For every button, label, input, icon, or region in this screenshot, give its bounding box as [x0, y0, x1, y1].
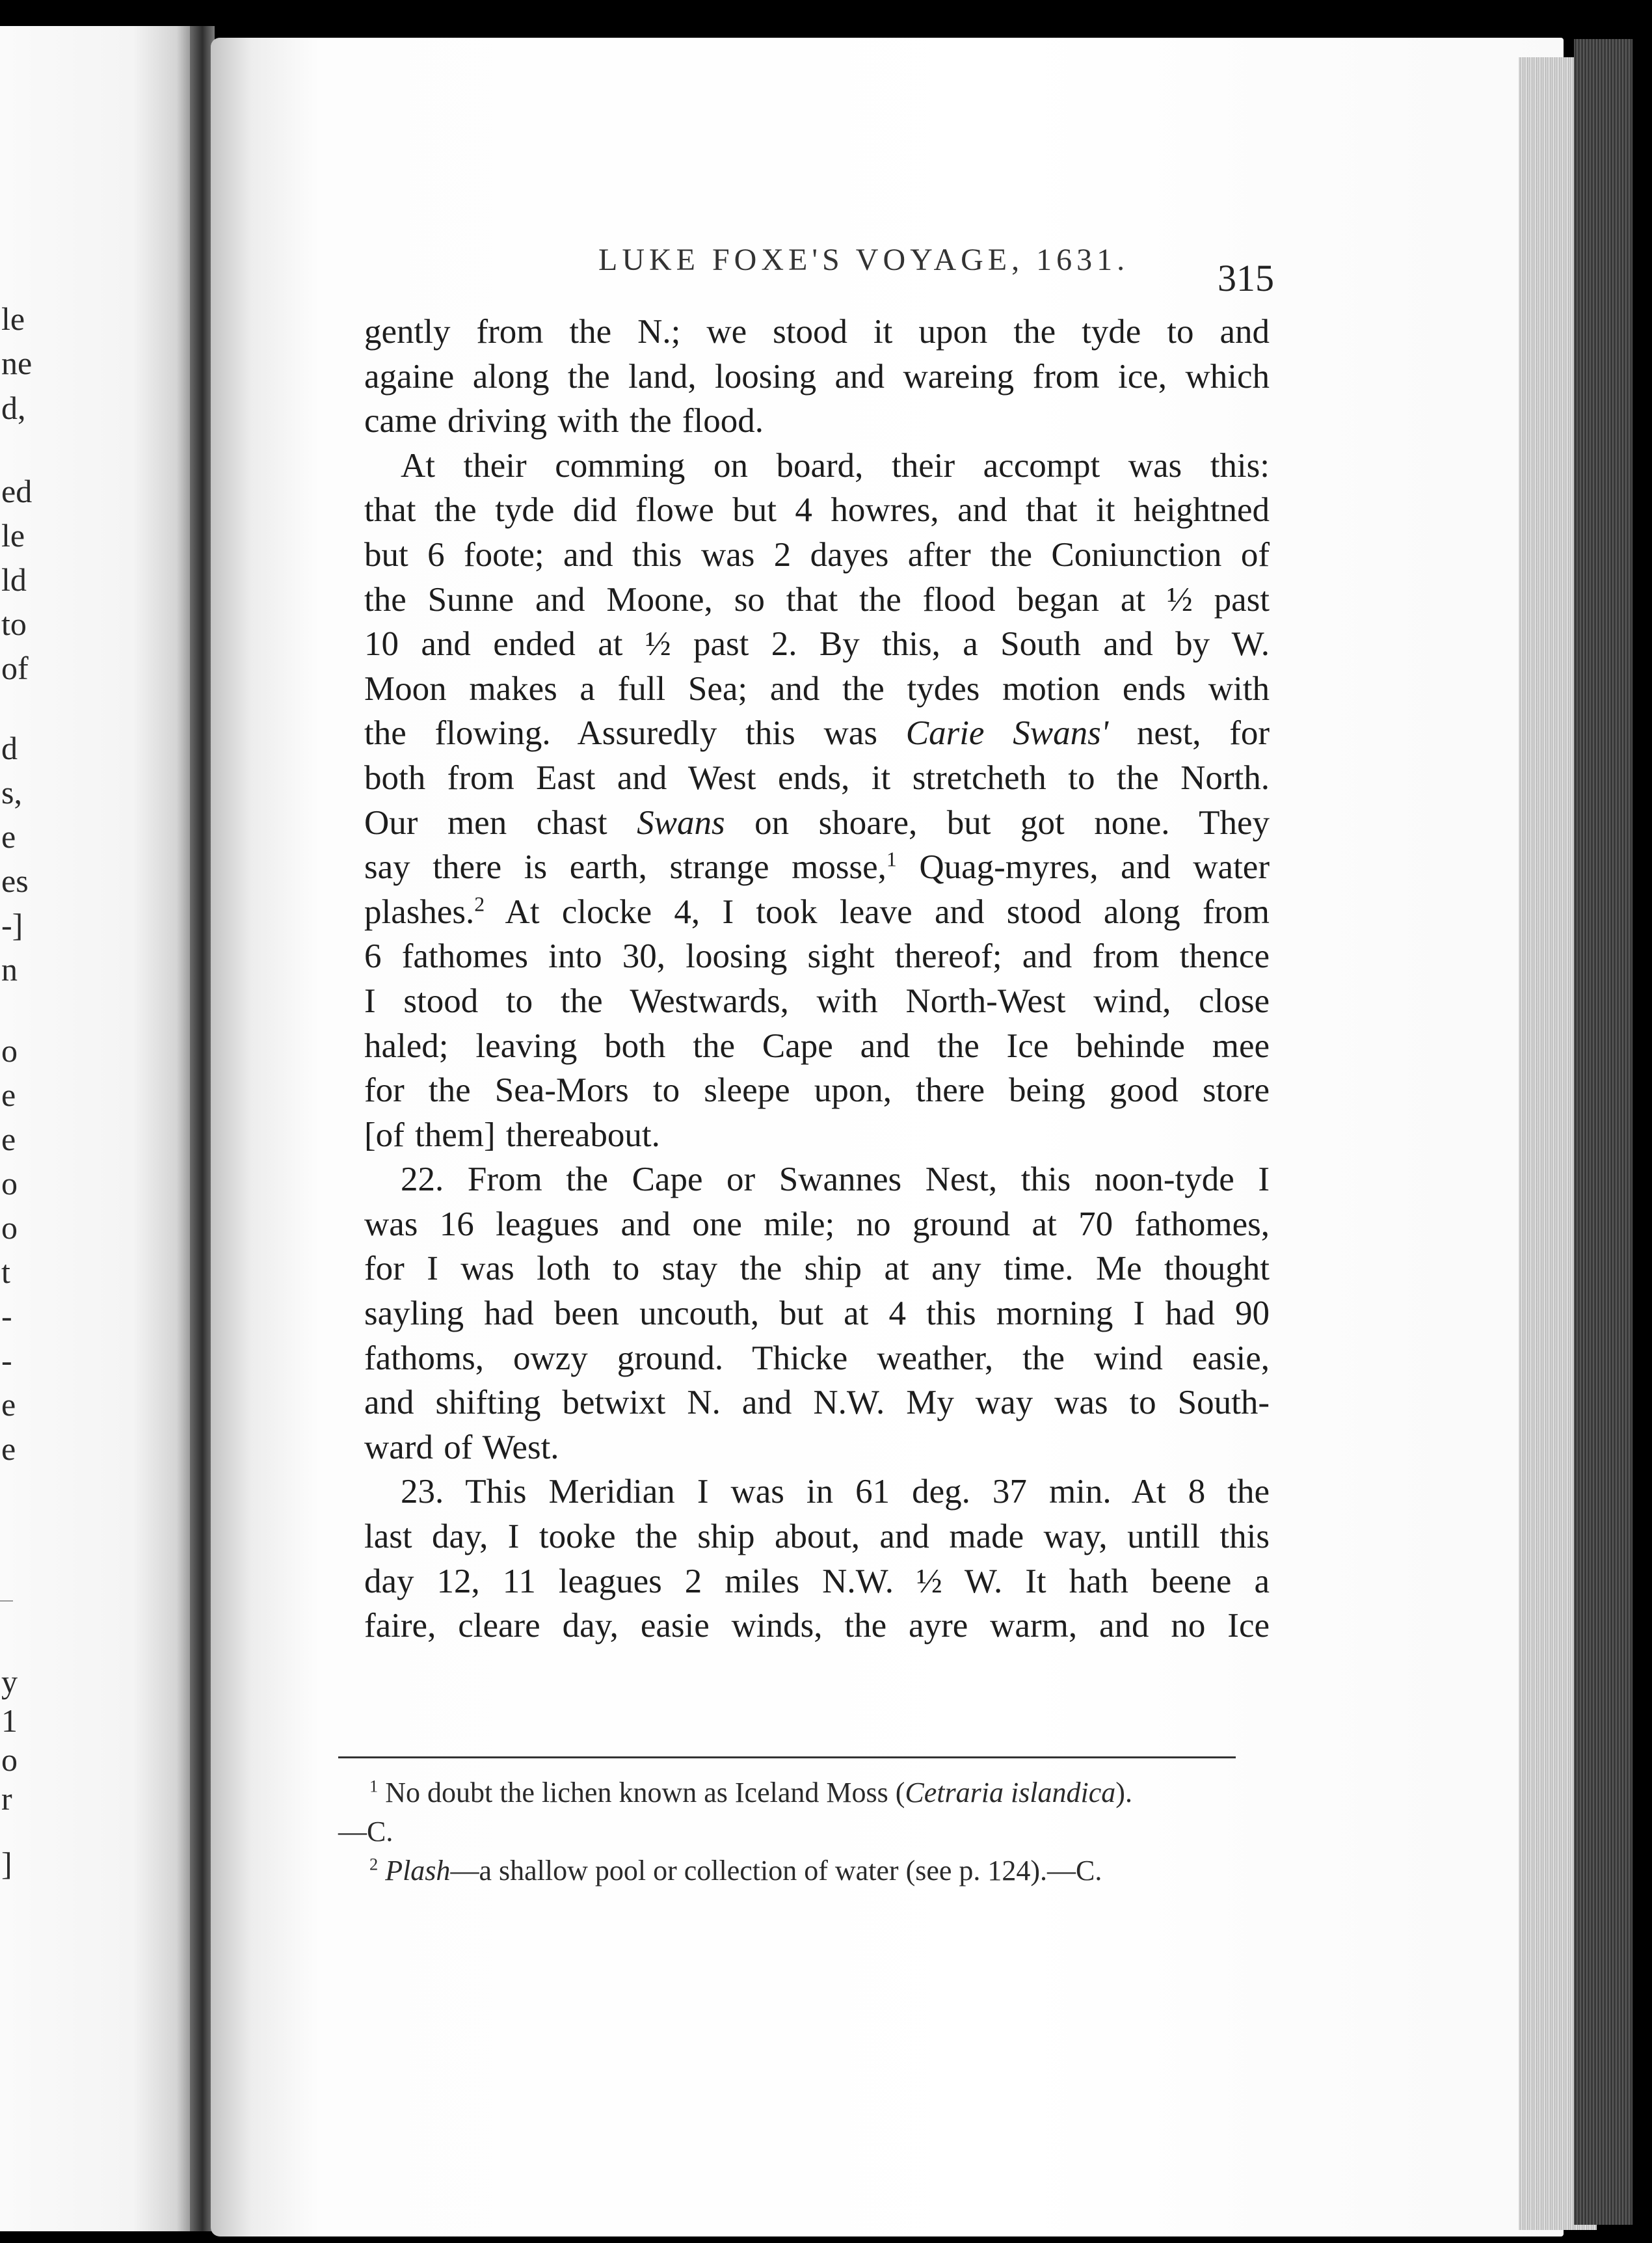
text-line: last day, I tooke the ship about, and made way, untill this [364, 1518, 1270, 1556]
text-line: came driving with the flood. [364, 402, 764, 440]
text-line: 23. This Meridian I was in 61 deg. 37 min. At 8 the [401, 1473, 1270, 1511]
left-page-fragment: o [1, 1209, 18, 1246]
italic-name: Carie Swans' [905, 714, 1109, 753]
left-page-rule [0, 1600, 13, 1602]
footnote-number: 1 [369, 1776, 379, 1796]
left-page-fragment: ld [1, 561, 27, 598]
text-line: day 12, 11 leagues 2 miles N.W. ½ W. It hath beene a [364, 1562, 1270, 1600]
left-page-fragment: o [1, 1165, 18, 1202]
previous-page [0, 26, 190, 2231]
footnote-1-continued: —C. [338, 1816, 393, 1847]
left-page-fragment: o [1, 1032, 18, 1069]
text-line: but 6 foote; and this was 2 dayes after the Coniunction of [364, 535, 1270, 574]
footnote-marker: 1 [886, 848, 897, 871]
left-page-fragment: ed [1, 473, 33, 509]
left-page-fragment: e [1, 818, 16, 855]
text-line: gently from the N.; we stood it upon the tyde to and [364, 313, 1270, 351]
text-line: haled; leaving both the Cape and the Ice behinde mee [364, 1027, 1270, 1065]
text-run: nest, for [1108, 714, 1270, 753]
text-line: At their comming on board, their accompt was this: [401, 446, 1270, 485]
text-line: that the tyde did flowe but 4 howres, and that it heightned [364, 491, 1270, 530]
running-head: LUKE FOXE'S VOYAGE, 1631. [598, 243, 1130, 277]
footnote-2 [338, 1851, 1262, 1890]
text-line: for the Sea-Mors to sleepe upon, there being good store [364, 1071, 1270, 1110]
text-line: both from East and West ends, it stretcheth to the North. [364, 759, 1270, 797]
text-line: Moon makes a full Sea; and the tydes motion ends with [364, 669, 1270, 708]
text-line: 22. From the Cape or Swannes Nest, this noon-tyde I [401, 1161, 1270, 1199]
body-text [364, 310, 1270, 1648]
footnote-text: No doubt the lichen known as Iceland Moss ( [378, 1777, 905, 1808]
text-line [364, 711, 1270, 756]
text-run: Our men chast [364, 803, 607, 842]
text-line: I stood to the Westwards, with North-West wind, close [364, 982, 1270, 1020]
left-page-fragment: -] [1, 907, 23, 943]
left-page-fragment: - [1, 1342, 12, 1378]
left-page-fragment: s, [1, 774, 22, 811]
footnote-number: 2 [369, 1854, 379, 1874]
footnote-text: ). [1115, 1777, 1132, 1808]
text-line: and shifting betwixt N. and N.W. My way was to South- [364, 1384, 1270, 1422]
text-run: say there is earth, strange mosse, [364, 848, 886, 887]
text-line: the Sunne and Moone, so that the flood began at ½ past [364, 580, 1270, 619]
page-number: 315 [1218, 257, 1274, 299]
text-line: [of them] thereabout. [364, 1116, 660, 1154]
left-page-fragment: t [1, 1254, 10, 1290]
text-run: plashes. [364, 893, 475, 931]
footnote-text: —a shallow pool or collection of water (see p. 124).—C. [450, 1855, 1102, 1887]
footnote-italic: Plash [385, 1855, 451, 1887]
text-line: sayling had been uncouth, but at 4 this morning I had 90 [364, 1295, 1270, 1333]
text-line: 10 and ended at ½ past 2. By this, a South and by W. [364, 625, 1270, 664]
text-line: for I was loth to stay the ship at any time. Me thought [364, 1250, 1270, 1288]
text-line: 6 fathomes into 30, loosing sight thereof; and from thence [364, 937, 1270, 976]
text-line: was 16 leagues and one mile; no ground at 70 fathomes, [364, 1205, 1270, 1243]
left-page-fragment: ne [1, 345, 33, 381]
footnotes [338, 1773, 1262, 1890]
left-page-fragment: ] [1, 1846, 12, 1882]
left-page-fragment: - [1, 1298, 12, 1334]
left-page-fragment: e [1, 1121, 16, 1157]
footnote-marker: 2 [474, 893, 485, 916]
page-edges-dark [1574, 39, 1632, 2225]
text-line: ward of West. [364, 1428, 559, 1466]
text-line [364, 890, 1270, 935]
text-run: the flowing. Assuredly this was [364, 714, 877, 753]
footnote-italic: Cetraria islandica [905, 1777, 1116, 1808]
text-line: fathoms, owzy ground. Thicke weather, the wind easie, [364, 1339, 1270, 1377]
left-page-fragment: e [1, 1386, 16, 1423]
left-page-fragment: of [1, 650, 29, 686]
left-page-fragment: 1 [1, 1702, 18, 1739]
left-page-fragment: e [1, 1430, 16, 1467]
left-page-fragment: le [1, 301, 25, 337]
left-page-fragment: d, [1, 390, 26, 426]
text-line [364, 845, 1270, 890]
italic-name: Swans [637, 803, 725, 842]
left-page-fragment: o [1, 1741, 18, 1778]
left-page-fragment: d [1, 730, 18, 766]
text-run: At clocke 4, I took leave and stood along from [485, 893, 1270, 931]
left-page-fragment: to [1, 606, 27, 642]
footnote-rule [338, 1756, 1236, 1758]
text-run: Quag-myres, and water [896, 848, 1270, 887]
text-run: on shoare, but got none. They [725, 803, 1270, 842]
text-line: faire, cleare day, easie winds, the ayre warm, and no Ice [364, 1607, 1270, 1645]
left-page-fragment: n [1, 951, 18, 987]
footnote-text [378, 1855, 385, 1887]
left-page-fragment: y [1, 1663, 18, 1700]
text-line: againe along the land, loosing and wareing from ice, which [364, 357, 1270, 396]
left-page-fragment: le [1, 517, 25, 554]
left-page-fragment: r [1, 1780, 12, 1817]
left-page-fragment: es [1, 863, 29, 899]
left-page-fragment: e [1, 1077, 16, 1113]
text-line [364, 801, 1270, 846]
footnote-1 [338, 1773, 1262, 1812]
